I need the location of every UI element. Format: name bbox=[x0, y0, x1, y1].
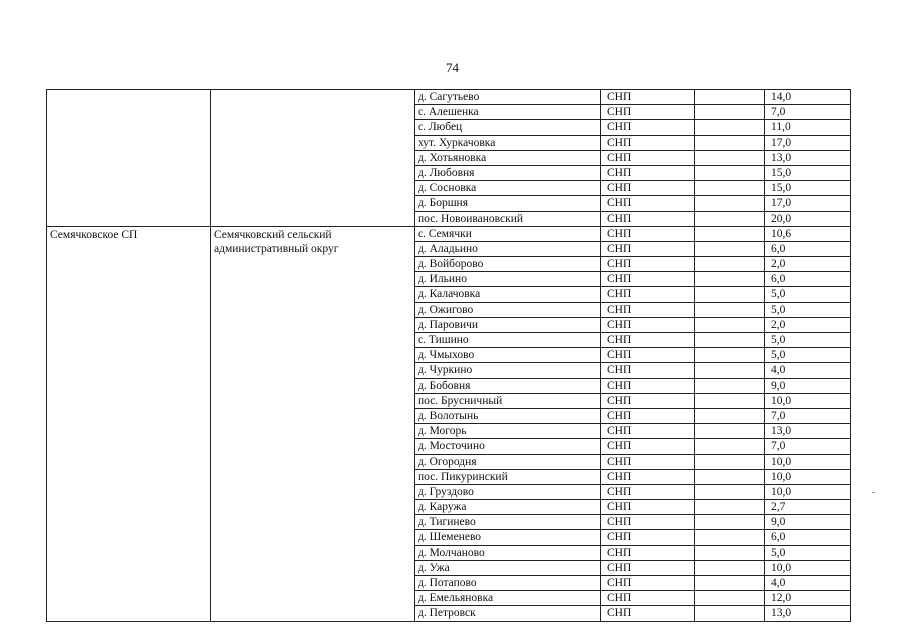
value-cell: 6,0 bbox=[765, 272, 851, 287]
empty-cell bbox=[695, 226, 765, 241]
settlement-cell: д. Емельяновка bbox=[415, 591, 601, 606]
category-cell: СНП bbox=[601, 424, 695, 439]
empty-cell bbox=[695, 576, 765, 591]
empty-cell bbox=[695, 560, 765, 575]
empty-cell bbox=[695, 408, 765, 423]
scan-mark bbox=[872, 492, 875, 493]
empty-cell bbox=[695, 348, 765, 363]
category-cell: СНП bbox=[601, 378, 695, 393]
value-cell: 5,0 bbox=[765, 333, 851, 348]
value-cell: 4,0 bbox=[765, 363, 851, 378]
category-cell: СНП bbox=[601, 317, 695, 332]
empty-cell bbox=[695, 363, 765, 378]
settlement-cell: д. Тигинево bbox=[415, 515, 601, 530]
empty-cell bbox=[695, 257, 765, 272]
settlement-cell: д. Паровичи bbox=[415, 317, 601, 332]
empty-cell bbox=[695, 181, 765, 196]
category-cell: СНП bbox=[601, 90, 695, 105]
empty-cell bbox=[695, 165, 765, 180]
value-cell: 13,0 bbox=[765, 606, 851, 621]
value-cell: 14,0 bbox=[765, 90, 851, 105]
category-cell: СНП bbox=[601, 363, 695, 378]
value-cell: 17,0 bbox=[765, 135, 851, 150]
empty-cell bbox=[695, 333, 765, 348]
empty-cell bbox=[695, 484, 765, 499]
settlement-cell: д. Каружа bbox=[415, 500, 601, 515]
settlement-cell: д. Калачовка bbox=[415, 287, 601, 302]
category-cell: СНП bbox=[601, 500, 695, 515]
settlement-cell: д. Мосточино bbox=[415, 439, 601, 454]
settlement-cell: с. Любец bbox=[415, 120, 601, 135]
settlement-cell: д. Молчаново bbox=[415, 545, 601, 560]
settlement-cell: д. Чмыхово bbox=[415, 348, 601, 363]
settlement-cell: д. Огородня bbox=[415, 454, 601, 469]
settlement-cell: д. Чуркино bbox=[415, 363, 601, 378]
category-cell: СНП bbox=[601, 196, 695, 211]
settlement-cell: д. Любовня bbox=[415, 165, 601, 180]
category-cell: СНП bbox=[601, 135, 695, 150]
category-cell: СНП bbox=[601, 576, 695, 591]
settlement-cell: д. Сосновка bbox=[415, 181, 601, 196]
category-cell: СНП bbox=[601, 181, 695, 196]
value-cell: 13,0 bbox=[765, 150, 851, 165]
settlement-cell: д. Шеменево bbox=[415, 530, 601, 545]
empty-cell bbox=[695, 150, 765, 165]
value-cell: 5,0 bbox=[765, 545, 851, 560]
empty-cell bbox=[695, 469, 765, 484]
category-cell: СНП bbox=[601, 302, 695, 317]
empty-cell bbox=[695, 211, 765, 226]
empty-cell bbox=[695, 378, 765, 393]
value-cell: 6,0 bbox=[765, 530, 851, 545]
category-cell: СНП bbox=[601, 606, 695, 621]
value-cell: 10,0 bbox=[765, 393, 851, 408]
category-cell: СНП bbox=[601, 439, 695, 454]
category-cell: СНП bbox=[601, 469, 695, 484]
settlement-cell: д. Петровск bbox=[415, 606, 601, 621]
value-cell: 15,0 bbox=[765, 181, 851, 196]
empty-cell bbox=[695, 241, 765, 256]
empty-cell bbox=[695, 317, 765, 332]
settlement-cell: д. Могорь bbox=[415, 424, 601, 439]
value-cell: 7,0 bbox=[765, 439, 851, 454]
settlement-cell: д. Сагутьево bbox=[415, 90, 601, 105]
settlement-cell: д. Ожигово bbox=[415, 302, 601, 317]
empty-cell bbox=[695, 196, 765, 211]
value-cell: 5,0 bbox=[765, 302, 851, 317]
category-cell: СНП bbox=[601, 560, 695, 575]
settlement-cell: пос. Брусничный bbox=[415, 393, 601, 408]
empty-cell bbox=[695, 272, 765, 287]
empty-cell bbox=[695, 120, 765, 135]
category-cell: СНП bbox=[601, 241, 695, 256]
empty-cell bbox=[695, 393, 765, 408]
value-cell: 9,0 bbox=[765, 515, 851, 530]
settlement-cell: пос. Пикуринский bbox=[415, 469, 601, 484]
settlement-cell: д. Груздово bbox=[415, 484, 601, 499]
category-cell: СНП bbox=[601, 105, 695, 120]
settlement-cell: д. Потапово bbox=[415, 576, 601, 591]
value-cell: 12,0 bbox=[765, 591, 851, 606]
empty-cell bbox=[695, 591, 765, 606]
settlement-cell: д. Аладьино bbox=[415, 241, 601, 256]
district-cell bbox=[211, 90, 415, 227]
value-cell: 7,0 bbox=[765, 408, 851, 423]
empty-cell bbox=[695, 606, 765, 621]
empty-cell bbox=[695, 135, 765, 150]
empty-cell bbox=[695, 454, 765, 469]
settlement-cell: д. Хотьяновка bbox=[415, 150, 601, 165]
value-cell: 2,0 bbox=[765, 317, 851, 332]
category-cell: СНП bbox=[601, 484, 695, 499]
category-cell: СНП bbox=[601, 515, 695, 530]
category-cell: СНП bbox=[601, 287, 695, 302]
empty-cell bbox=[695, 439, 765, 454]
settlement-cell: пос. Новоивановский bbox=[415, 211, 601, 226]
value-cell: 15,0 bbox=[765, 165, 851, 180]
category-cell: СНП bbox=[601, 348, 695, 363]
empty-cell bbox=[695, 424, 765, 439]
category-cell: СНП bbox=[601, 165, 695, 180]
value-cell: 10,0 bbox=[765, 484, 851, 499]
value-cell: 6,0 bbox=[765, 241, 851, 256]
settlement-cell: с. Тишино bbox=[415, 333, 601, 348]
settlement-cell: с. Алешенка bbox=[415, 105, 601, 120]
value-cell: 10,0 bbox=[765, 560, 851, 575]
empty-cell bbox=[695, 500, 765, 515]
value-cell: 7,0 bbox=[765, 105, 851, 120]
settlements-table bbox=[46, 89, 851, 622]
table-row bbox=[47, 90, 851, 105]
value-cell: 10,0 bbox=[765, 454, 851, 469]
page-number: 74 bbox=[446, 60, 459, 75]
value-cell: 10,0 bbox=[765, 469, 851, 484]
settlement-cell: д. Ильино bbox=[415, 272, 601, 287]
category-cell: СНП bbox=[601, 408, 695, 423]
value-cell: 17,0 bbox=[765, 196, 851, 211]
category-cell: СНП bbox=[601, 120, 695, 135]
value-cell: 11,0 bbox=[765, 120, 851, 135]
settlement-cell: д. Боршня bbox=[415, 196, 601, 211]
category-cell: СНП bbox=[601, 591, 695, 606]
category-cell: СНП bbox=[601, 333, 695, 348]
value-cell: 9,0 bbox=[765, 378, 851, 393]
settlement-cell: с. Семячки bbox=[415, 226, 601, 241]
value-cell: 2,7 bbox=[765, 500, 851, 515]
category-cell: СНП bbox=[601, 211, 695, 226]
settlement-cell: хут. Хуркачовка bbox=[415, 135, 601, 150]
empty-cell bbox=[695, 90, 765, 105]
value-cell: 5,0 bbox=[765, 287, 851, 302]
value-cell: 2,0 bbox=[765, 257, 851, 272]
value-cell: 20,0 bbox=[765, 211, 851, 226]
value-cell: 13,0 bbox=[765, 424, 851, 439]
category-cell: СНП bbox=[601, 150, 695, 165]
category-cell: СНП bbox=[601, 393, 695, 408]
value-cell: 5,0 bbox=[765, 348, 851, 363]
district-cell: Семячковский сельский административный округ bbox=[211, 226, 415, 621]
category-cell: СНП bbox=[601, 545, 695, 560]
settlement-cell: д. Волотынь bbox=[415, 408, 601, 423]
empty-cell bbox=[695, 515, 765, 530]
category-cell: СНП bbox=[601, 454, 695, 469]
empty-cell bbox=[695, 105, 765, 120]
category-cell: СНП bbox=[601, 226, 695, 241]
category-cell: СНП bbox=[601, 530, 695, 545]
value-cell: 4,0 bbox=[765, 576, 851, 591]
settlement-cell: д. Бобовня bbox=[415, 378, 601, 393]
value-cell: 10,6 bbox=[765, 226, 851, 241]
empty-cell bbox=[695, 530, 765, 545]
municipality-cell: Семячковское СП bbox=[47, 226, 211, 621]
settlement-cell: д. Войборово bbox=[415, 257, 601, 272]
table-row bbox=[47, 226, 851, 241]
settlement-cell: д. Ужа bbox=[415, 560, 601, 575]
category-cell: СНП bbox=[601, 272, 695, 287]
category-cell: СНП bbox=[601, 257, 695, 272]
empty-cell bbox=[695, 302, 765, 317]
municipality-cell bbox=[47, 90, 211, 227]
empty-cell bbox=[695, 545, 765, 560]
empty-cell bbox=[695, 287, 765, 302]
